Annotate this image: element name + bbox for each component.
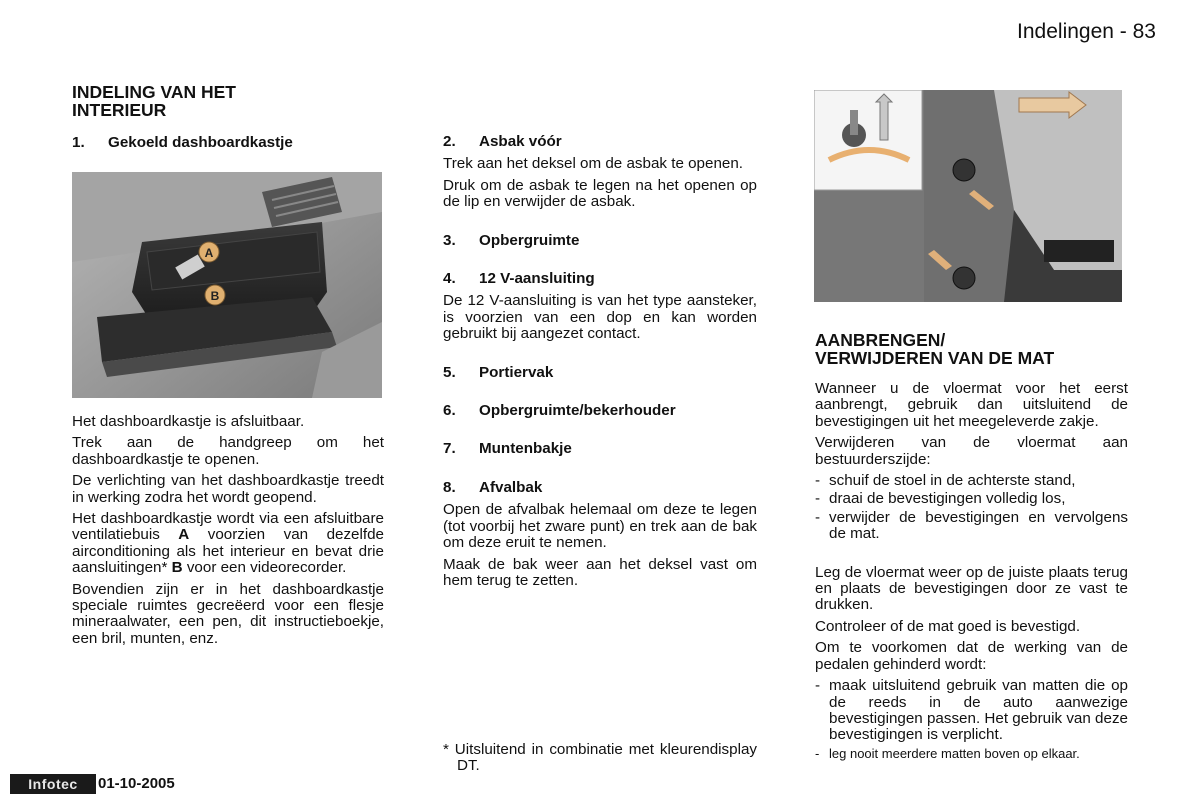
glovebox-photo [72,172,382,398]
floormat-illustration [814,90,1122,302]
section-heading: 8. Afvalbak [443,478,543,496]
column-1 [72,84,384,157]
list-item: - verwijder de bevestigingen en vervolgens de mat. [815,510,1128,543]
section-7 [443,441,757,457]
list-item: - schuif de stoel in de achterste stand, [815,473,1128,489]
infotec-logo: Infotec [10,774,96,794]
paragraph: De verlichting van het dashboardkastje treedt in werking zodra het wordt geopend. [72,472,384,506]
section-title: AANBRENGEN/ VERWIJDEREN VAN DE MAT [815,330,1055,368]
section-2 [443,134,757,211]
section-heading-1: 1. Gekoeld dashboardkastje [72,134,293,151]
page-header: Indelingen - 83 [1017,20,1156,43]
paragraph: Trek aan de handgreep om het dashboardkastje te openen. [72,434,384,468]
bullet-list [815,473,1128,543]
glovebox-illustration [72,172,382,398]
section-heading: 6. Opbergruimte/bekerhouder [443,402,676,420]
bullet-list [815,678,1128,762]
paragraph: Het dashboardkastje wordt via een afsluitbare ventilatiebuis A voorzien van dezelfde airconditioning als het interieur en bevat drie aansluitingen* B voor een videorecorder. [72,510,384,577]
section-6 [443,403,757,419]
paragraph: Open de afvalbak helemaal om deze te legen (tot voorbij het zware punt) en trek aan de bak om deze eruit te nemen. [443,501,757,552]
paragraph: Om te voorkomen dat de werking van de pedalen gehinderd wordt: [815,639,1128,673]
section-heading: 2. Asbak vóór [443,133,562,150]
list-item: - draai de bevestigingen volledig los, [815,491,1128,507]
section-heading: 3. Opbergruimte [443,231,580,249]
paragraph: Bovendien zijn er in het dashboardkastje speciale ruimtes gecreëerd voor een flesje mineraalwater, een pen, dit instructieboekje, een bril, munten, enz. [72,580,384,647]
list-item: - leg nooit meerdere matten boven op elkaar. [815,746,1128,762]
footnote: * Uitsluitend in combinatie met kleurendisplay DT. [443,741,757,775]
column-2 [443,134,757,611]
paragraph: Druk om de asbak te legen na het openen op de lip en verwijder de asbak. [443,176,757,211]
paragraph: Trek aan het deksel om de asbak te openen. [443,155,744,173]
section-8 [443,480,757,589]
paragraph: Leg de vloermat weer op de juiste plaats terug en plaats de bevestigingen door ze vast te drukken. [815,563,1128,614]
label-b: B [210,289,220,303]
section-title: INDELING VAN HET INTERIEUR [72,82,236,120]
paragraph: Het dashboardkastje is afsluitbaar. [72,413,305,430]
section-heading: 4. 12 V-aansluiting [443,270,595,288]
paragraph: De 12 V-aansluiting is van het type aansteker, is voorzien van een dop en kan worden gebruikt bij aangezet contact. [443,292,757,343]
paragraph: Controleer of de mat goed is bevestigd. [815,617,1081,635]
column-3 [815,332,1128,767]
section-heading: 7. Muntenbakje [443,440,572,458]
section-4 [443,271,757,343]
paragraph: Verwijderen van de vloermat aan bestuurderszijde: [815,434,1128,468]
section-heading: 5. Portiervak [443,363,554,381]
label-a: A [204,246,214,260]
paragraph: Maak de bak weer aan het deksel vast om hem terug te zetten. [443,555,757,589]
footer-date: 01-10-2005 [98,775,175,792]
section-5 [443,365,757,381]
list-item: - maak uitsluitend gebruik van matten die op de reeds in de auto aanwezige bevestigingen passen. Het gebruik van deze bevestigingen is verplicht. [815,678,1128,744]
floormat-photo [814,90,1122,302]
paragraph: Wanneer u de vloermat voor het eerst aanbrengt, gebruik dan uitsluitend de bevestigingen uit het meegeleverde zakje. [815,380,1128,430]
column-1-body [72,414,384,652]
section-3 [443,233,757,249]
